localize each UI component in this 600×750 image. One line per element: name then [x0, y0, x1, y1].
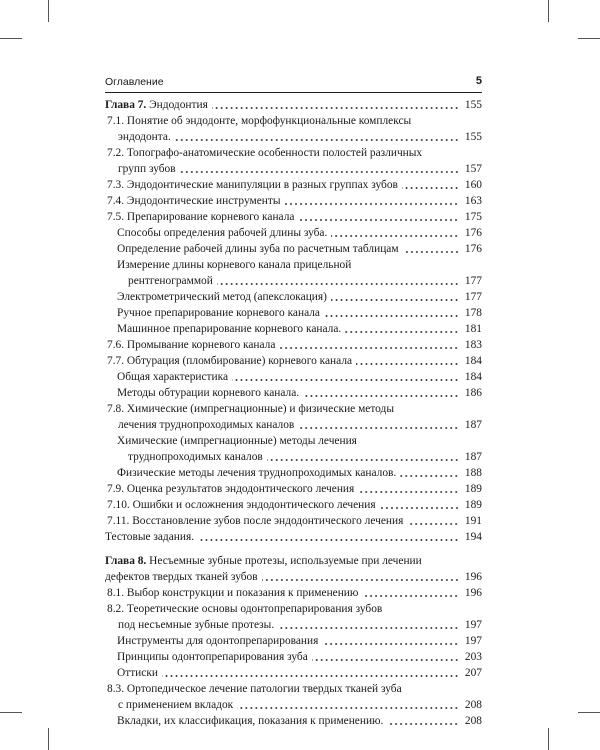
header-title: Оглавление — [105, 76, 164, 88]
page-ref: 176 — [464, 227, 482, 239]
page-ref: 178 — [464, 307, 482, 319]
entry-text: 7.11. Восстановление зубов после эндодонтического лечения — [107, 515, 404, 527]
toc-entry[interactable] — [105, 241, 482, 257]
leader-dots — [279, 346, 459, 350]
entry-text: 8.3. Ортопедическое лечение патологии твердых тканей зуба — [107, 683, 402, 695]
running-header — [105, 76, 482, 92]
entry-text: Физические методы лечения труднопроходимых каналов. — [117, 467, 397, 479]
leader-dots — [356, 362, 459, 366]
entry-text: Машинное препарирование корневого канала. — [117, 323, 342, 335]
chapter-label: Глава 8. — [105, 555, 147, 567]
page-ref: 189 — [464, 499, 482, 511]
leader-dots — [262, 578, 459, 582]
entry-text: Тестовые задания. — [105, 531, 195, 543]
leader-dots — [212, 106, 459, 110]
entry-text: Принципы одонтопрепарирования зуба — [117, 651, 308, 663]
page-ref: 197 — [464, 619, 482, 631]
toc-entry[interactable] — [105, 665, 482, 681]
toc-entry[interactable] — [105, 713, 482, 729]
entry-text: 7.10. Ошибки и осложнения эндодонтического лечения — [107, 499, 376, 511]
crop-mark — [578, 712, 600, 713]
chapter-title: дефектов твердых тканей зубов — [105, 571, 258, 583]
leader-dots — [217, 282, 459, 286]
page-ref: 181 — [464, 323, 482, 335]
entry-text: 7.4. Эндодонтические инструменты — [107, 195, 281, 207]
entry-text: Способы определения рабочей длины зуба. — [117, 227, 328, 239]
leader-dots — [362, 594, 459, 598]
page-ref: 176 — [464, 243, 482, 255]
entry-text: 7.2. Топографо-анатомические особенности полостей различных — [107, 147, 423, 159]
leader-dots — [324, 314, 459, 318]
toc-entry[interactable] — [105, 113, 482, 145]
toc-entry[interactable] — [105, 369, 482, 385]
page-ref: 187 — [464, 451, 482, 463]
toc-entry[interactable] — [105, 529, 482, 545]
toc-entry[interactable] — [105, 209, 482, 225]
leader-dots — [402, 186, 459, 190]
entry-text: эндодонта. — [118, 131, 171, 143]
leader-dots — [162, 674, 459, 678]
toc-entry[interactable] — [105, 257, 482, 289]
page-ref: 160 — [464, 179, 482, 191]
leader-dots — [407, 522, 459, 526]
toc-entry[interactable] — [105, 585, 482, 601]
entry-text: Химические (импрегнационные) методы лечения — [117, 435, 357, 447]
toc-entry[interactable] — [105, 513, 482, 529]
entry-text: Измерение длины корневого канала прицельной — [117, 259, 352, 271]
entry-text: Ручное препарирование корневого канала — [117, 307, 320, 319]
entry-text: рентгенограммой — [128, 275, 213, 287]
chapter-label: Глава 7. — [105, 99, 147, 111]
toc-entry[interactable] — [105, 353, 482, 369]
leader-dots — [232, 378, 459, 382]
table-of-contents — [105, 97, 482, 729]
entry-text: 7.1. Понятие об эндодонте, морфофункциональные комплексы — [107, 115, 412, 127]
page-ref: 187 — [464, 419, 482, 431]
page-ref: 177 — [464, 275, 482, 287]
page-ref: 196 — [464, 571, 482, 583]
entry-text: 7.5. Препарирование корневого канала — [107, 211, 295, 223]
toc-entry[interactable] — [105, 633, 482, 649]
toc-entry[interactable] — [105, 497, 482, 513]
page-ref: 184 — [464, 355, 482, 367]
toc-entry[interactable] — [105, 401, 482, 433]
toc-entry[interactable] — [105, 601, 482, 633]
leader-dots — [345, 330, 459, 334]
page-ref: 189 — [464, 483, 482, 495]
leader-dots — [322, 642, 459, 646]
leader-dots — [380, 506, 459, 510]
entry-text: 8.2. Теоретические основы одонтопрепарирования зубов — [107, 603, 383, 615]
page-ref: 183 — [464, 339, 482, 351]
toc-chapter-8-heading[interactable] — [105, 553, 482, 585]
chapter-title: Несъемные зубные протезы, используемые при лечении — [149, 555, 422, 567]
page-ref: 208 — [464, 699, 482, 711]
entry-text: Методы обтурации корневого канала. — [117, 387, 300, 399]
toc-entry[interactable] — [105, 321, 482, 337]
toc-entry[interactable] — [105, 177, 482, 193]
entry-text: 7.6. Промывание корневого канала — [107, 339, 276, 351]
page-ref: 177 — [464, 291, 482, 303]
leader-dots — [175, 138, 459, 142]
entry-text: Электрометрический метод (апекслокация) — [117, 291, 327, 303]
entry-text: лечения труднопроходимых каналов — [118, 419, 295, 431]
leader-dots — [312, 658, 459, 662]
leader-dots — [298, 426, 459, 430]
leader-dots — [237, 706, 459, 710]
crop-mark — [548, 0, 549, 22]
toc-entry[interactable] — [105, 337, 482, 353]
page-number: 5 — [475, 75, 482, 87]
leader-dots — [278, 626, 459, 630]
entry-text: групп зубов — [118, 163, 176, 175]
leader-dots — [284, 202, 459, 206]
entry-text: Вкладки, их классификация, показания к применению. — [117, 715, 384, 727]
leader-dots — [400, 474, 459, 478]
leader-dots — [403, 250, 459, 254]
leader-dots — [303, 394, 459, 398]
leader-dots — [358, 490, 459, 494]
page-ref: 188 — [464, 467, 482, 479]
page-ref: 197 — [464, 635, 482, 647]
entry-text: 8.1. Выбор конструкции и показания к применению — [107, 587, 359, 599]
leader-dots — [331, 234, 459, 238]
page-ref: 175 — [464, 211, 482, 223]
toc-entry[interactable] — [105, 481, 482, 497]
entry-text: с применением вкладок — [118, 699, 234, 711]
toc-entry[interactable] — [105, 225, 482, 241]
chapter-title: Эндодонтия — [149, 99, 208, 111]
crop-mark — [48, 0, 49, 22]
crop-mark — [0, 712, 22, 713]
leader-dots — [387, 722, 459, 726]
entry-text: Инструменты для одонтопрепарирования — [117, 635, 319, 647]
entry-text: 7.8. Химические (импрегнационные) и физические методы — [107, 403, 394, 415]
leader-dots — [180, 170, 459, 174]
page-ref: 208 — [464, 715, 482, 727]
leader-dots — [198, 538, 459, 542]
toc-entry[interactable] — [105, 305, 482, 321]
page-ref: 196 — [464, 587, 482, 599]
header-rule — [105, 92, 482, 93]
toc-entry[interactable] — [105, 385, 482, 401]
page-ref: 184 — [464, 371, 482, 383]
page-ref: 203 — [464, 651, 482, 663]
toc-entry[interactable] — [105, 681, 482, 713]
entry-text: 7.7. Обтурация (пломбирование) корневого канала — [107, 355, 353, 367]
page-ref: 163 — [464, 195, 482, 207]
toc-entry[interactable] — [105, 649, 482, 665]
crop-mark — [578, 38, 600, 39]
crop-mark — [0, 38, 22, 39]
page-ref: 157 — [464, 163, 482, 175]
page-ref: 207 — [464, 667, 482, 679]
entry-text: труднопроходимых каналов — [128, 451, 263, 463]
toc-entry[interactable] — [105, 145, 482, 177]
entry-text: Общая характеристика — [117, 371, 229, 383]
entry-text: 7.3. Эндодонтические манипуляции в разных группах зубов — [107, 179, 398, 191]
toc-chapter-7-heading[interactable] — [105, 97, 482, 113]
leader-dots — [298, 218, 459, 222]
leader-dots — [331, 298, 459, 302]
page-ref: 155 — [464, 131, 482, 143]
toc-entry[interactable] — [105, 465, 482, 481]
page-ref: 155 — [464, 99, 482, 111]
crop-mark — [48, 728, 49, 750]
entry-text: Определение рабочей длины зуба по расчетным таблицам — [117, 243, 399, 255]
page-ref: 186 — [464, 387, 482, 399]
page-ref: 194 — [464, 531, 482, 543]
crop-mark — [548, 728, 549, 750]
entry-text: 7.9. Оценка результатов эндодонтического лечения — [107, 483, 355, 495]
entry-text: Оттиски — [117, 667, 158, 679]
page-ref: 191 — [464, 515, 482, 527]
toc-entry[interactable] — [105, 289, 482, 305]
toc-entry[interactable] — [105, 193, 482, 209]
entry-text: под несъемные зубные протезы. — [118, 619, 275, 631]
toc-entry[interactable] — [105, 433, 482, 465]
leader-dots — [267, 458, 459, 462]
